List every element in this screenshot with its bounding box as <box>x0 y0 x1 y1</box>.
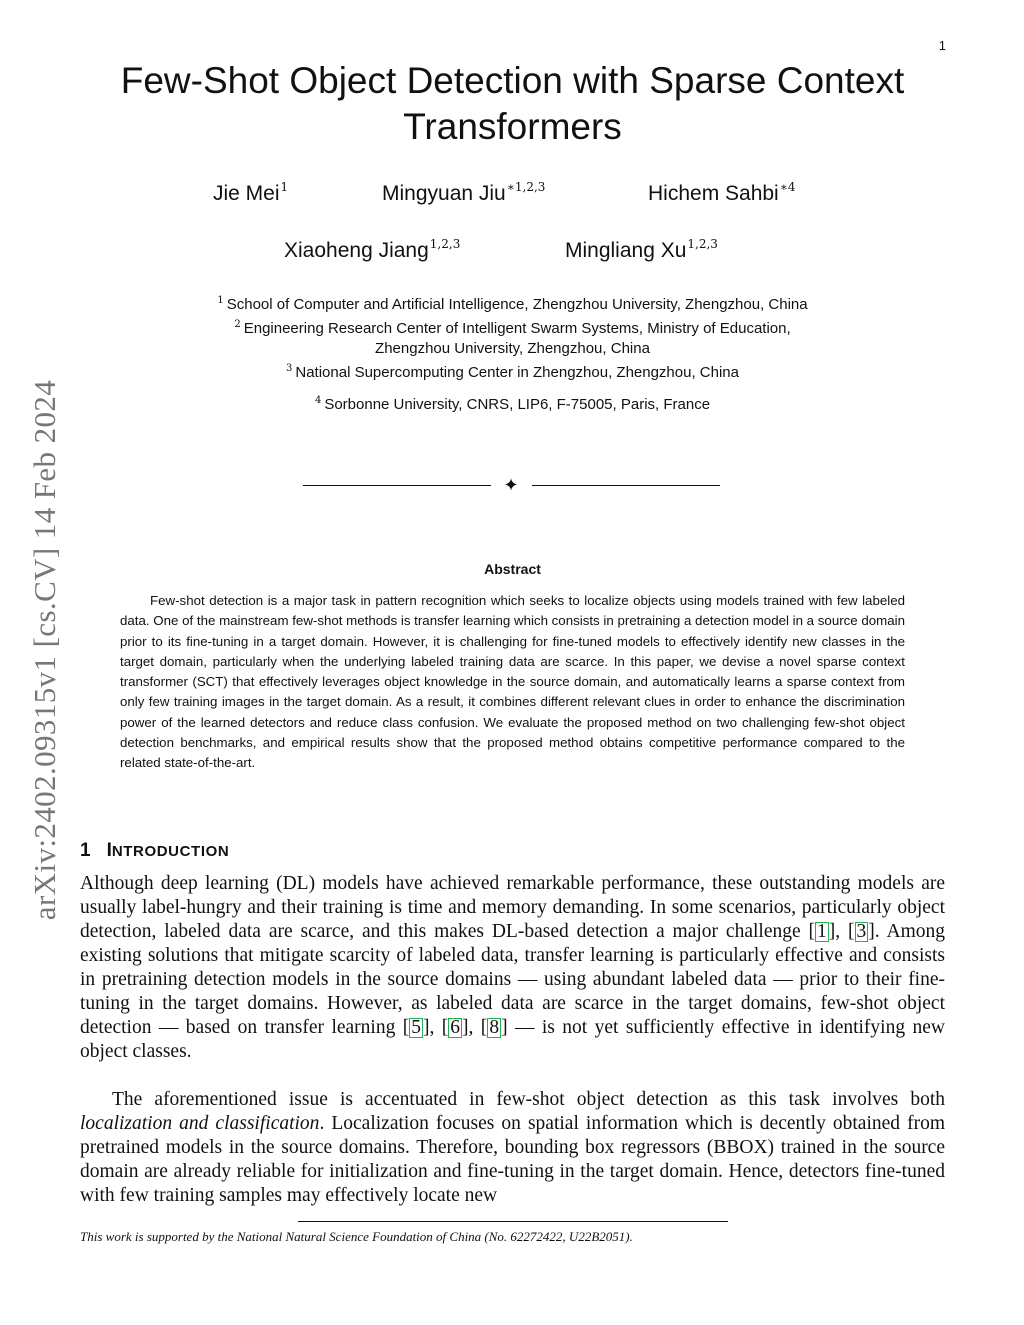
affiliation-continued: Zhengzhou University, Zhengzhou, China <box>375 340 650 357</box>
section-number: 1 <box>80 840 91 861</box>
separator-line-left <box>303 485 491 486</box>
emphasis-text: localization and classification <box>80 1113 320 1134</box>
citation-link[interactable]: 1 <box>817 921 827 942</box>
arxiv-stamp: arXiv:2402.09315v1 [cs.CV] 14 Feb 2024 <box>27 379 62 921</box>
separator-diamond-icon: ✦ <box>503 475 519 495</box>
footnote: This work is supported by the National Natural Science Foundation of China (No. 62272422, U22B2051). <box>80 1229 633 1244</box>
abstract-text: Few-shot detection is a major task in pattern recognition which seeks to localize objects using models trained with few labeled data. One of the mainstream few-shot methods is transfer learning which consists in pretraining a detection model in a source domain prior to its fine-tuning in a target domain. However, it is challenging for fine-tuned models to effectively identify new classes in the target domain, particularly when the underlying labeled training data are scarce. In this paper, we devise a novel sparse context transformer (SCT) that effectively leverages object knowledge in the source domain, and automatically learns a sparse context from only few training images in the target domain. As a result, it combines different relevant clues in order to enhance the discrimination power of the learned detectors and reduce class confusion. We evaluate the proposed method on two challenging few-shot object detection benchmarks, and empirical results show that the proposed method obtains competitive performance compared to the related state-of-the-art. <box>120 593 905 771</box>
intro-paragraph-2: The aforementioned issue is accentuated in few-shot object detection as this task involves both localization and classification. Localization focuses on spatial information which is decently obtained from pretrained models in the source domains. Therefore, bounding box regressors (BBOX) trained in the source domain are already reliable for initialization and fine-tuning in the target domain. Hence, detectors fine-tuned with few training samples may effectively locate new <box>80 1089 945 1206</box>
footnote-rule <box>298 1221 728 1222</box>
citation-link[interactable]: 6 <box>450 1017 461 1038</box>
affiliations <box>80 291 945 415</box>
affiliation: $^1$ School of Computer and Artificial Intelligence, Zhengzhou University, Zhengzhou, China <box>217 295 808 313</box>
affiliation: $^4$ Sorbonne University, CNRS, LIP6, F-75005, Paris, France <box>314 395 711 413</box>
separator-line-right <box>532 485 720 486</box>
paper-title: Few-Shot Object Detection with Sparse Context Transformers <box>120 60 905 147</box>
author-name: Mingyuan Jiu$^{∗1,2,3}$ <box>382 180 546 205</box>
author-name: Jie Mei$^1$ <box>213 180 289 205</box>
citation-link[interactable]: 5 <box>411 1017 421 1038</box>
author-name: Mingliang Xu$^{1,2,3}$ <box>565 237 718 262</box>
abstract-heading: Abstract <box>484 561 541 577</box>
intro-paragraph-1: Although deep learning (DL) models have achieved remarkable performance, these outstanding models are usually label-hungry and their training is time and memory demanding. In some scenarios, particularly object detection, labeled data are scarce, and this makes DL-based detection a major challenge [ 1 ], [ 3 ]. Among existing solutions that mitigate scarcity of labeled data, transfer learning is particularly effective and consists in pretraining detection models in the source domains — using abundant labeled data — prior to their fine-tuning in the target domains. However, as labeled data are scarce in the target domains, few-shot object detection — based on transfer learning [ 5 ], [ 6 ], [ 8 ] — is not yet sufficiently effective in identifying new object classes. <box>80 873 945 1062</box>
section-heading: 1 INTRODUCTION <box>80 840 230 861</box>
citation-link[interactable]: 8 <box>489 1017 500 1038</box>
affiliation: $^3$ National Supercomputing Center in Zhengzhou, Zhengzhou, China <box>286 363 739 381</box>
author-name: Xiaoheng Jiang$^{1,2,3}$ <box>284 237 461 262</box>
page-number: 1 <box>938 38 946 53</box>
author-name: Hichem Sahbi$^{∗4}$ <box>648 180 796 205</box>
citation-link[interactable]: 3 <box>856 921 867 942</box>
affiliation: $^2$ Engineering Research Center of Intelligent Swarm Systems, Ministry of Education, <box>234 319 791 337</box>
